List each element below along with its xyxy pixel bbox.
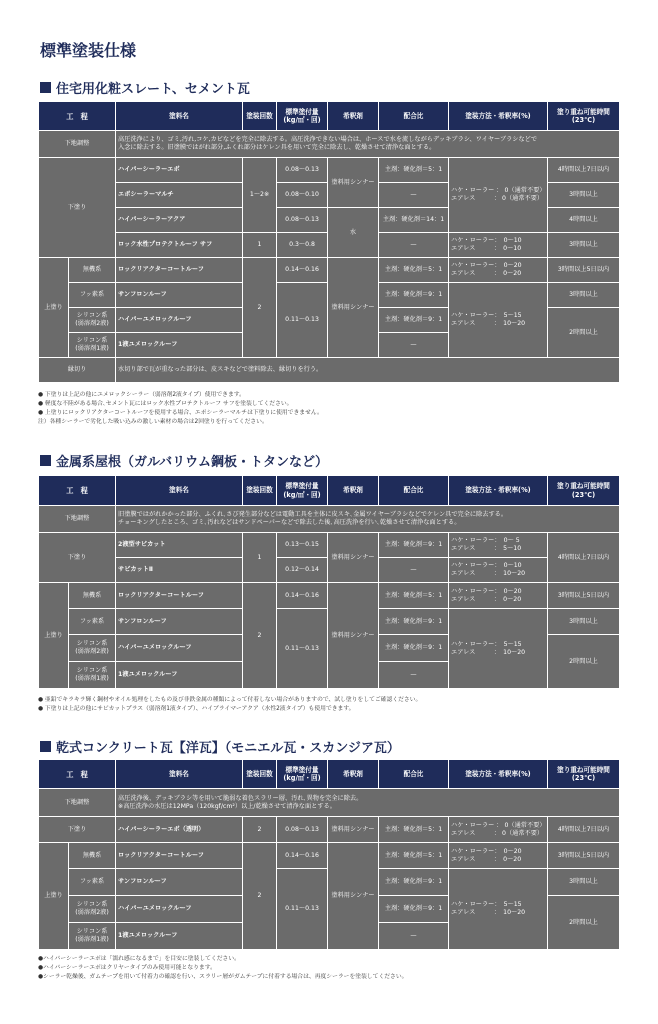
resin-type: 無機系 [69, 258, 116, 283]
thinner: 塗料用シンナー [328, 258, 379, 358]
resin-type: 無機系 [69, 843, 116, 869]
recoat-time: 3時間以上 [548, 609, 620, 635]
method: ハケ・ローラー： 0～20 エアレス ： 0～20 [449, 258, 548, 283]
header-hoho: 塗装方法・希釈率(%) [449, 476, 548, 506]
material-name: 1液ユメロックルーフ [116, 923, 243, 950]
note-line: ● 亜鉛でキラキラ輝く鋼材やオイル処理をしたもの及び非鉄金属の種類によって付着しない場合がありますので、試し塗りをしてご確認ください。 [38, 697, 422, 703]
enkiri-text: 水切り部で瓦が重なった部分は、皮スキなどで塗料除去、縁切りを行う。 [116, 358, 620, 383]
section-heading-slate [40, 78, 250, 97]
resin-type: フッ素系 [69, 609, 116, 635]
stage-label: 上塗り [39, 258, 69, 358]
recoat-time: 2時間以上 [548, 308, 620, 358]
mix-ratio: — [379, 923, 449, 950]
header-haigohi: 配合比 [379, 102, 449, 131]
header-kasane: 塗り重ね可能時間 (23℃) [548, 102, 620, 131]
amount: 0.11～0.13 [277, 609, 328, 689]
note-line: 注）各種シーラーで劣化した吸い込みの激しい素材の場合は2回塗りを行ってください。 [38, 418, 268, 425]
resin-type: フッ素系 [69, 869, 116, 896]
header-kaisu: 塗装回数 [243, 760, 277, 789]
table-row [39, 258, 620, 283]
resin-type: シリコン系 (弱溶剤2液) [69, 896, 116, 923]
material-name: ロックリアクターコートルーフ [116, 843, 243, 869]
recoat-time: 3時間以上5日以内 [548, 258, 620, 283]
recoat-time: 3時間以上5日以内 [548, 843, 620, 869]
amount: 0.11～0.13 [277, 283, 328, 358]
header-haigohi: 配合比 [379, 760, 449, 789]
material-name: ハイパーユメロックルーフ [116, 308, 243, 333]
header-haigohi: 配合比 [379, 476, 449, 506]
header-kaisu: 塗装回数 [243, 476, 277, 506]
note-line: ● 下塗りは上記の他にユメロックシーラー（弱溶剤2液タイプ）使用できます。 [38, 392, 245, 398]
mix-ratio: 主剤：硬化剤＝5：1 [379, 583, 449, 609]
header-hoho: 塗装方法・希釈率(%) [449, 102, 548, 131]
header-kasane: 塗り重ね可能時間 (23℃) [548, 476, 620, 506]
coat-count: 2 [243, 583, 277, 689]
mix-ratio: 主剤：硬化剤＝14：1 [379, 208, 449, 233]
recoat-time: 3時間以上 [548, 869, 620, 896]
coat-count: 2 [243, 258, 277, 358]
mix-ratio: 主剤：硬化剤＝5：1 [379, 843, 449, 869]
header-tofuryo: 標準塗付量 (kg/㎡・回) [277, 760, 328, 789]
method: ハケ・ローラー： 0～ 5 エアレス ： 5～10 [449, 533, 548, 558]
spec-table-metal [38, 475, 620, 689]
material-name: サンフロンルーフ [116, 283, 243, 308]
recoat-time: 4時間以上7日以内 [548, 817, 620, 843]
table-row [39, 817, 620, 843]
note-line: ● 下塗りは上記の他にサビカットプラス（弱溶剤1液タイプ）、ハイブライマーアクア（水性2液タイプ）も使用できます。 [38, 705, 355, 712]
note-line: ●ハイパーシーラーエポは「濡れ感になるまで」を目安に塗装してください。 [38, 956, 240, 962]
table-header-row [39, 102, 620, 131]
mix-ratio: — [379, 333, 449, 358]
thinner: 水 [328, 208, 379, 258]
coat-count: 1 [243, 233, 277, 258]
section-heading-concrete [40, 737, 400, 756]
recoat-time: 4時間以上 [548, 208, 620, 233]
notes-concrete [38, 955, 628, 982]
resin-type: シリコン系 (弱溶剤2液) [69, 308, 116, 333]
material-name: ハイパーシーラーアクア [116, 208, 243, 233]
header-kotei: 工 程 [39, 760, 116, 789]
header-kishakuzai: 希釈剤 [328, 760, 379, 789]
amount: 0.3～0.8 [277, 233, 328, 258]
header-hoho: 塗装方法・希釈率(%) [449, 760, 548, 789]
amount: 0.12～0.14 [277, 558, 328, 583]
mix-ratio: 主剤：硬化剤＝9：1 [379, 283, 449, 308]
header-kishakuzai: 希釈剤 [328, 102, 379, 131]
section-title: 金属系屋根（ガルバリウム鋼板・トタンなど） [56, 455, 328, 470]
recoat-time: 3時間以上 [548, 283, 620, 308]
material-name: 1液ユメロックルーフ [116, 662, 243, 689]
note-line: ● 上塗りにロックリアクターコートルーフを使用する場合、エポシーラーマルチは下塗りに使用できません。 [38, 409, 323, 416]
recoat-time: 2時間以上 [548, 635, 620, 689]
method: ハケ・ローラー： 5～15 エアレス ： 10～20 [449, 609, 548, 689]
material-name: 2液型サビカット [116, 533, 243, 558]
amount: 0.13～0.15 [277, 533, 328, 558]
material-name: ロックリアクターコートルーフ [116, 258, 243, 283]
amount: 0.14～0.16 [277, 583, 328, 609]
stage-label: 下塗り [39, 533, 116, 583]
mix-ratio: — [379, 662, 449, 689]
stage-label: 下地調整 [39, 506, 116, 533]
mix-ratio: 主剤：硬化剤＝5：1 [379, 817, 449, 843]
mix-ratio: — [379, 558, 449, 583]
square-bullet-icon [40, 82, 51, 93]
resin-type: 無機系 [69, 583, 116, 609]
thinner: 塗料用シンナー [328, 158, 379, 208]
table-header-row [39, 476, 620, 506]
material-name: ハイパーシーラーエポ（透明） [116, 817, 243, 843]
header-kotei: 工 程 [39, 476, 116, 506]
material-name: サンフロンルーフ [116, 609, 243, 635]
resin-type: シリコン系 (弱溶剤1液) [69, 923, 116, 950]
section-title: 乾式コンクリート瓦【洋瓦】（モニエル瓦・スカンジア瓦） [56, 741, 400, 756]
mix-ratio: 主剤：硬化剤＝9：1 [379, 896, 449, 923]
thinner: 塗料用シンナー [328, 583, 379, 689]
amount: 0.08～0.10 [277, 183, 328, 208]
prep-text: 高圧洗浄後、デッキブラシ等を用いて脆弱な着色スラリー層、汚れ､異物を完全に除去。 ※高圧洗浄の水圧は12MPa（120kgf/cm²）以上/乾燥させて清浄な面とする。 [116, 789, 620, 817]
header-kotei: 工 程 [39, 102, 116, 131]
stage-label: 上塗り [39, 843, 69, 950]
mix-ratio: 主剤：硬化剤＝9：1 [379, 609, 449, 635]
amount: 0.08～0.13 [277, 208, 328, 233]
mix-ratio: 主剤：硬化剤＝9：1 [379, 869, 449, 896]
header-tofuryo: 標準塗付量 (kg/㎡・回) [277, 476, 328, 506]
method: ハケ・ローラー： 5～15 エアレス ： 10～20 [449, 283, 548, 358]
recoat-time: 3時間以上5日以内 [548, 583, 620, 609]
method: ハケ・ローラー： 0～10 エアレス ： 0～10 [449, 233, 548, 258]
table-header-row [39, 760, 620, 789]
amount: 0.14～0.16 [277, 258, 328, 283]
resin-type: シリコン系 (弱溶剤1液) [69, 662, 116, 689]
mix-ratio: 主剤：硬化剤＝5：1 [379, 158, 449, 183]
amount: 0.08～0.13 [277, 817, 328, 843]
prep-text: 旧塗膜ではがれかかった部分、ふくれ､さび発生部分などは電動工具を主体に皮スキ､金属ワイヤーブラシなどでケレン具で完全に除去する。 チョーキングしたところ、ゴミ､汚れなどはサンドペーパーなどで除去した後､高圧洗浄を行い､乾燥させて清浄な面とする。 [116, 506, 620, 533]
thinner: 塗料用シンナー [328, 843, 379, 950]
mix-ratio: — [379, 233, 449, 258]
table-row [39, 843, 620, 869]
thinner: 塗料用シンナー [328, 533, 379, 583]
section-title: 住宅用化粧スレート、セメント瓦 [56, 82, 250, 97]
stage-label: 下塗り [39, 817, 116, 843]
header-kasane: 塗り重ね可能時間 (23℃) [548, 760, 620, 789]
method: ハケ・ローラー： 5～15 エアレス ： 10～20 [449, 869, 548, 950]
amount: 0.14～0.16 [277, 843, 328, 869]
material-name: 1液ユメロックルーフ [116, 333, 243, 358]
material-name: ハイパーシーラーエポ [116, 158, 243, 183]
header-toryomei: 塗料名 [116, 102, 243, 131]
resin-type: フッ素系 [69, 283, 116, 308]
section-heading-metal [40, 451, 328, 470]
stage-label: 上塗り [39, 583, 69, 689]
stage-label: 下地調整 [39, 131, 116, 158]
note-line: ●ハイパーシーラーエポはクリヤータイプのみ使用可能となります。 [38, 964, 216, 971]
material-name: ハイパーユメロックルーフ [116, 635, 243, 662]
method: ハケ・ローラー： 0～20 エアレス ： 0～20 [449, 843, 548, 869]
spec-table-concrete [38, 759, 620, 950]
material-name: ハイパーユメロックルーフ [116, 896, 243, 923]
mix-ratio: 主剤：硬化剤＝9：1 [379, 635, 449, 662]
spec-table-slate [38, 101, 620, 383]
resin-type: シリコン系 (弱溶剤2液) [69, 635, 116, 662]
table-row [39, 789, 620, 817]
coat-count: 1～2※ [243, 158, 277, 233]
mix-ratio: 主剤：硬化剤＝9：1 [379, 308, 449, 333]
stage-label: 下地調整 [39, 789, 116, 817]
resin-type: シリコン系 (弱溶剤1液) [69, 333, 116, 358]
note-line: ●シーラー乾燥後、ガムテープを用いて付着力の確認を行い、スラリー層がガムテープに付着する場合は、再度シーラーを塗装してください。 [38, 973, 408, 980]
method: ハケ・ローラー ： 0（通常不要） エアレス ： 0（通常不要） [449, 817, 548, 843]
mix-ratio: — [379, 183, 449, 208]
mix-ratio: 主剤：硬化剤＝5：1 [379, 258, 449, 283]
page-title: 標準塗装仕様 [40, 41, 137, 60]
notes-metal [38, 696, 628, 714]
stage-label: 縁切り [39, 358, 116, 383]
table-row [39, 158, 620, 183]
amount: 0.08～0.13 [277, 158, 328, 183]
recoat-time: 4時間以上7日以内 [548, 158, 620, 183]
note-line: ● 軽度な不陸がある場合､セメント瓦にはロック水性プロテクトルーフ サフを塗装してください。 [38, 400, 293, 407]
header-toryomei: 塗料名 [116, 476, 243, 506]
table-row [39, 358, 620, 383]
coat-count: 1 [243, 533, 277, 583]
stage-label: 下塗り [39, 158, 116, 258]
mix-ratio: 主剤：硬化剤＝9：1 [379, 533, 449, 558]
prep-text: 高圧洗浄により、ゴミ,汚れ,コケ,カビなどを完全に除去する。高圧洗浄できない場合は、ホースで水を流しながらデッキブラシ、ワイヤーブラシなどで 入念に除去する。旧塗膜ではがれ部分,ふくれ部分はケレン具を用いて完全に除去し、乾燥させて清浄な面とする。 [116, 131, 620, 158]
table-row [39, 506, 620, 533]
coat-count: 2 [243, 843, 277, 950]
recoat-time: 3時間以上 [548, 233, 620, 258]
header-tofuryo: 標準塗付量 (kg/㎡・回) [277, 102, 328, 131]
table-row [39, 533, 620, 558]
method: ハケ・ローラー ： 0（通常不要） エアレス ： 0（通常不要） [449, 158, 548, 233]
thinner: 塗料用シンナー [328, 817, 379, 843]
material-name: エポシーラーマルチ [116, 183, 243, 208]
coat-count: 2 [243, 817, 277, 843]
square-bullet-icon [40, 741, 51, 752]
material-name: ロック水性プロテクトルーフ サフ [116, 233, 243, 258]
notes-slate [38, 391, 628, 427]
header-toryomei: 塗料名 [116, 760, 243, 789]
table-row [39, 131, 620, 158]
material-name: サンフロンルーフ [116, 869, 243, 896]
material-name: サビカットⅡ [116, 558, 243, 583]
table-row [39, 583, 620, 609]
header-kaisu: 塗装回数 [243, 102, 277, 131]
material-name: ロックリアクターコートルーフ [116, 583, 243, 609]
recoat-time: 3時間以上 [548, 183, 620, 208]
square-bullet-icon [40, 455, 51, 466]
method: ハケ・ローラー： 0～10 エアレス ： 10～20 [449, 558, 548, 583]
amount: 0.11～0.13 [277, 869, 328, 950]
method: ハケ・ローラー： 0～20 エアレス ： 0～20 [449, 583, 548, 609]
recoat-time: 2時間以上 [548, 896, 620, 950]
header-kishakuzai: 希釈剤 [328, 476, 379, 506]
recoat-time: 4時間以上7日以内 [548, 533, 620, 583]
